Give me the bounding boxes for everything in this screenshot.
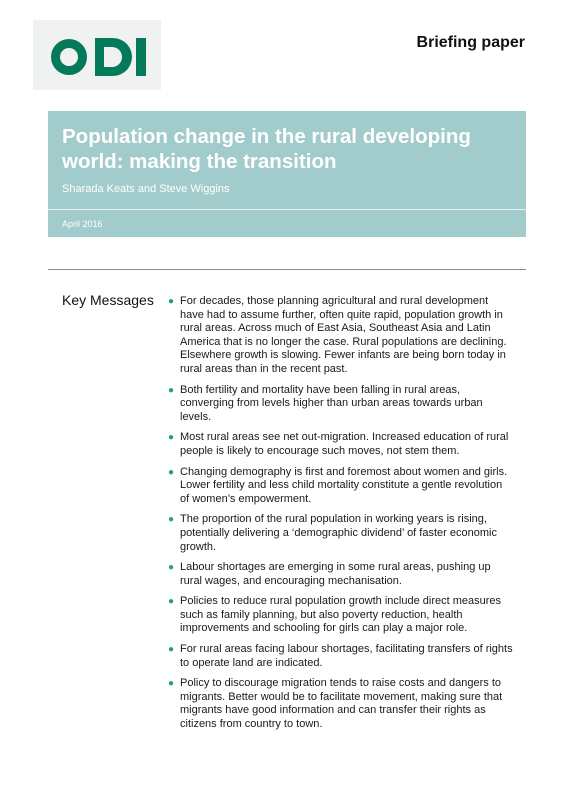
key-message-text: For decades, those planning agricultural and rural development have had to assume further, often quite rapid, population growth in rural areas. Across much of East Asia, Southeast Asia and Latin America that is no longer the case. Rural populations are declining. Elsewhere growth is slowing. Fewer infants are being born today in rural areas than in the recent past. <box>180 295 507 375</box>
document-type-label: Briefing paper <box>416 34 525 51</box>
key-message-item <box>168 295 513 377</box>
bullet-icon: ● <box>168 466 175 478</box>
key-message-item <box>168 643 513 670</box>
bullet-icon: ● <box>168 562 175 574</box>
key-message-text: Changing demography is first and foremost about women and girls. Lower fertility and less child mortality constitute a gentle revolution of women’s empowerment. <box>180 465 508 505</box>
key-message-text: Labour shortages are emerging in some rural areas, pushing up rural wages, and encouraging mechanisation. <box>180 561 491 587</box>
key-messages-heading: Key Messages <box>62 292 154 308</box>
key-message-text: Both fertility and mortality have been falling in rural areas, converging from levels higher than urban areas towards urban levels. <box>180 383 483 423</box>
key-message-text: For rural areas facing labour shortages, facilitating transfers of rights to operate land are indicated. <box>180 643 513 669</box>
paper-title: Population change in the rural developing world: making the transition <box>62 125 471 173</box>
publication-date: April 2016 <box>62 219 103 229</box>
bullet-icon: ● <box>168 644 175 656</box>
key-message-item <box>168 466 513 507</box>
key-message-text: Policies to reduce rural population growth include direct measures such as family planning, but also poverty reduction, health improvements and schooling for girls can play a major role. <box>180 595 502 635</box>
key-message-item <box>168 513 513 554</box>
key-message-item <box>168 595 513 636</box>
key-messages-list <box>168 295 513 739</box>
bullet-icon: ● <box>168 514 175 526</box>
bullet-icon: ● <box>168 432 175 444</box>
key-message-text: The proportion of the rural population in working years is rising, potentially delivering a ‘demographic dividend’ of faster economic growth. <box>180 513 497 553</box>
key-message-item <box>168 431 513 458</box>
banner-divider <box>48 209 526 210</box>
bullet-icon: ● <box>168 384 175 396</box>
bullet-icon: ● <box>168 678 175 690</box>
key-message-text: Most rural areas see net out-migration. Increased education of rural people is likely to encourage such moves, not stem them. <box>180 431 509 457</box>
key-message-item <box>168 561 513 588</box>
key-message-item <box>168 677 513 731</box>
key-message-text: Policy to discourage migration tends to raise costs and dangers to migrants. Better would be to facilitate movement, making sure that migrants have good information and can transfer their rights as citizens from country to town. <box>180 677 503 731</box>
section-divider <box>48 269 526 270</box>
bullet-icon: ● <box>168 596 175 608</box>
title-banner <box>48 111 526 237</box>
bullet-icon: ● <box>168 296 175 307</box>
odi-logo <box>33 20 161 90</box>
paper-authors: Sharada Keats and Steve Wiggins <box>62 183 230 195</box>
key-message-item <box>168 384 513 425</box>
